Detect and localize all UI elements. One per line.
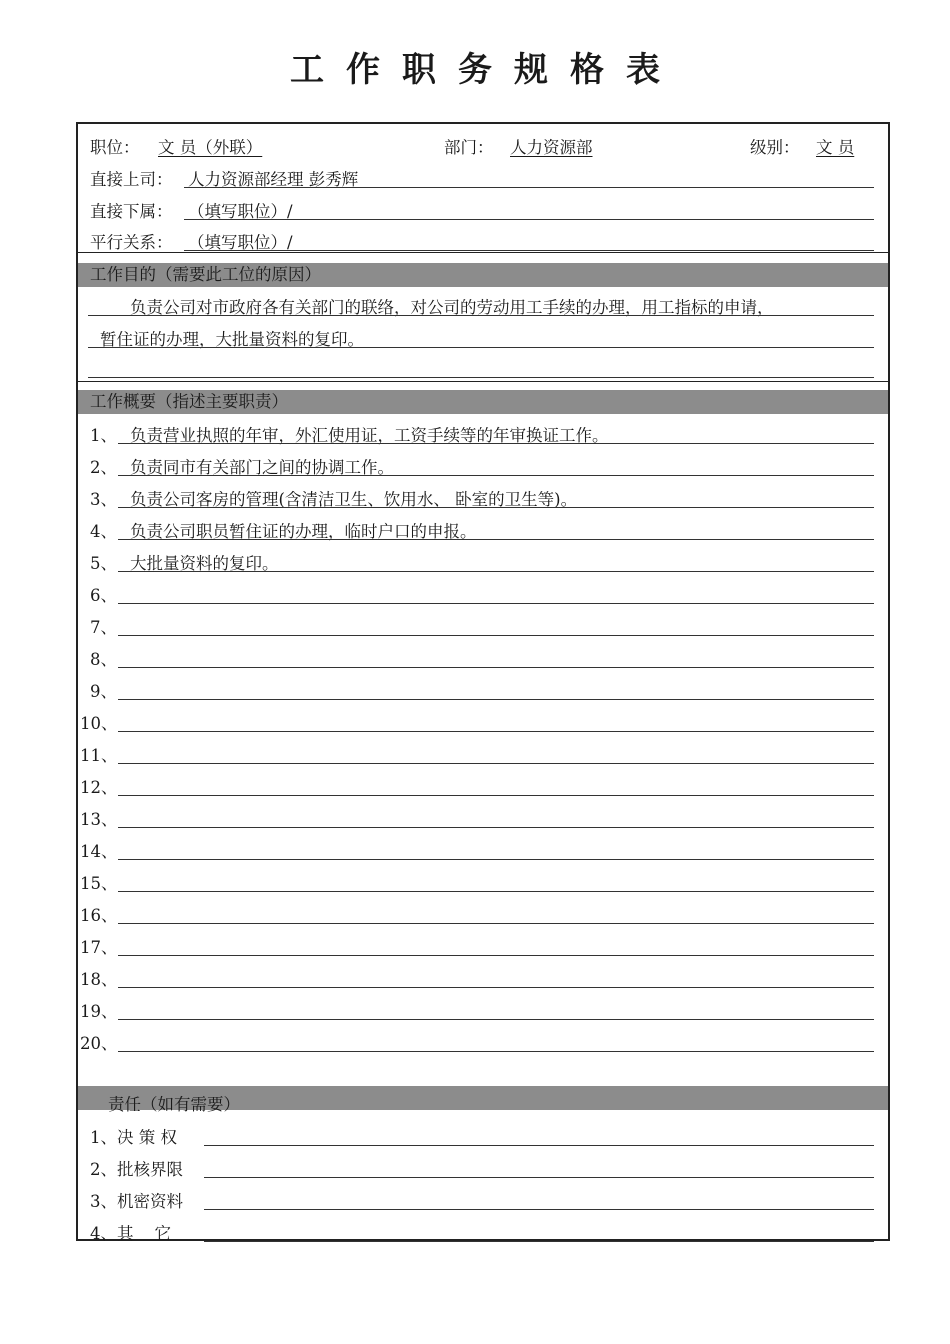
overview-item-underline	[118, 987, 874, 988]
overview-item-underline	[118, 443, 874, 444]
level-value[interactable]: 文 员	[816, 138, 855, 157]
parallel-underline	[184, 250, 874, 251]
overview-item-number: 7、	[90, 618, 117, 637]
position-label: 职位：	[90, 138, 140, 157]
overview-item-underline	[118, 475, 874, 476]
overview-item-underline	[118, 699, 874, 700]
overview-item-number: 2、	[90, 458, 117, 477]
overview-item-underline	[118, 859, 874, 860]
overview-item-text[interactable]: 负责公司职员暂住证的办理，临时户口的申报。	[130, 522, 477, 541]
purpose-heading: 工作目的（需要此工位的原因）	[90, 265, 321, 284]
overview-item-number: 19、	[80, 1002, 118, 1021]
overview-item-number: 18、	[80, 970, 118, 989]
overview-item-underline	[118, 667, 874, 668]
level-label: 级别：	[750, 138, 800, 157]
supervisor-underline	[184, 187, 874, 188]
overview-item-underline	[118, 923, 874, 924]
form-frame	[76, 122, 890, 1241]
overview-item-number: 8、	[90, 650, 117, 669]
overview-item-underline	[118, 507, 874, 508]
subordinate-underline	[184, 219, 874, 220]
overview-item-underline	[118, 955, 874, 956]
overview-item-underline	[118, 891, 874, 892]
overview-item-text[interactable]: 大批量资料的复印。	[130, 554, 279, 573]
overview-item-text[interactable]: 负责公司客房的管理(含清洁卫生、饮用水、 卧室的卫生等)。	[130, 490, 578, 509]
purpose-underline-2	[88, 347, 874, 348]
overview-item-number: 10、	[80, 714, 118, 733]
overview-item-number: 20、	[80, 1034, 118, 1053]
overview-item-underline	[118, 827, 874, 828]
responsibility-item-field[interactable]	[204, 1241, 874, 1242]
purpose-underline-1	[88, 315, 874, 316]
supervisor-value[interactable]: 人力资源部经理 彭秀辉	[188, 170, 359, 189]
responsibility-item-label: 1、决 策 权	[90, 1128, 177, 1147]
overview-item-underline	[118, 1051, 874, 1052]
responsibility-item-label: 2、批核界限	[90, 1160, 183, 1179]
responsibility-heading-band	[78, 1086, 888, 1114]
purpose-underline-3	[88, 377, 874, 378]
purpose-heading-band	[78, 263, 888, 287]
department-value[interactable]: 人力资源部	[510, 138, 593, 157]
overview-item-number: 9、	[90, 682, 117, 701]
parallel-label: 平行关系：	[90, 233, 173, 252]
overview-item-number: 3、	[90, 490, 117, 509]
overview-item-underline	[118, 795, 874, 796]
overview-item-number: 16、	[80, 906, 118, 925]
department-label: 部门：	[444, 138, 494, 157]
page-title: 工作职务规格表	[290, 50, 682, 90]
purpose-line-2[interactable]: 暂住证的办理，大批量资料的复印。	[100, 330, 364, 349]
overview-item-underline	[118, 635, 874, 636]
subordinate-label: 直接下属：	[90, 202, 173, 221]
section-divider	[78, 381, 888, 382]
section-divider	[78, 252, 888, 253]
overview-item-text[interactable]: 负责同市有关部门之间的协调工作。	[130, 458, 394, 477]
responsibility-item-field[interactable]	[204, 1177, 874, 1178]
overview-heading: 工作概要（指述主要职责）	[90, 392, 288, 411]
overview-heading-band	[78, 390, 888, 414]
overview-item-number: 1、	[90, 426, 117, 445]
responsibility-item-label: 3、机密资料	[90, 1192, 183, 1211]
overview-item-text[interactable]: 负责营业执照的年审，外汇使用证，工资手续等的年审换证工作。	[130, 426, 609, 445]
responsibility-item-field[interactable]	[204, 1145, 874, 1146]
responsibility-item-label: 4、其 它	[90, 1224, 171, 1243]
overview-item-number: 6、	[90, 586, 117, 605]
overview-item-underline	[118, 731, 874, 732]
overview-item-underline	[118, 603, 874, 604]
overview-item-number: 12、	[80, 778, 118, 797]
parallel-value[interactable]: （填写职位）/	[188, 233, 293, 252]
supervisor-label: 直接上司：	[90, 170, 173, 189]
purpose-line-1[interactable]: 负责公司对市政府各有关部门的联络，对公司的劳动用工手续的办理，用工指标的申请，	[130, 298, 774, 317]
overview-item-underline	[118, 1019, 874, 1020]
overview-item-number: 11、	[80, 746, 118, 765]
subordinate-value[interactable]: （填写职位）/	[188, 202, 293, 221]
responsibility-heading: 责任（如有需要）	[108, 1095, 240, 1114]
overview-item-underline	[118, 539, 874, 540]
overview-item-number: 13、	[80, 810, 118, 829]
responsibility-item-field[interactable]	[204, 1209, 874, 1210]
overview-item-number: 15、	[80, 874, 118, 893]
overview-item-underline	[118, 571, 874, 572]
overview-item-number: 17、	[80, 938, 118, 957]
overview-item-number: 4、	[90, 522, 117, 541]
position-value[interactable]: 文 员（外联）	[158, 138, 263, 157]
overview-item-number: 14、	[80, 842, 118, 861]
overview-item-number: 5、	[90, 554, 117, 573]
overview-item-underline	[118, 763, 874, 764]
